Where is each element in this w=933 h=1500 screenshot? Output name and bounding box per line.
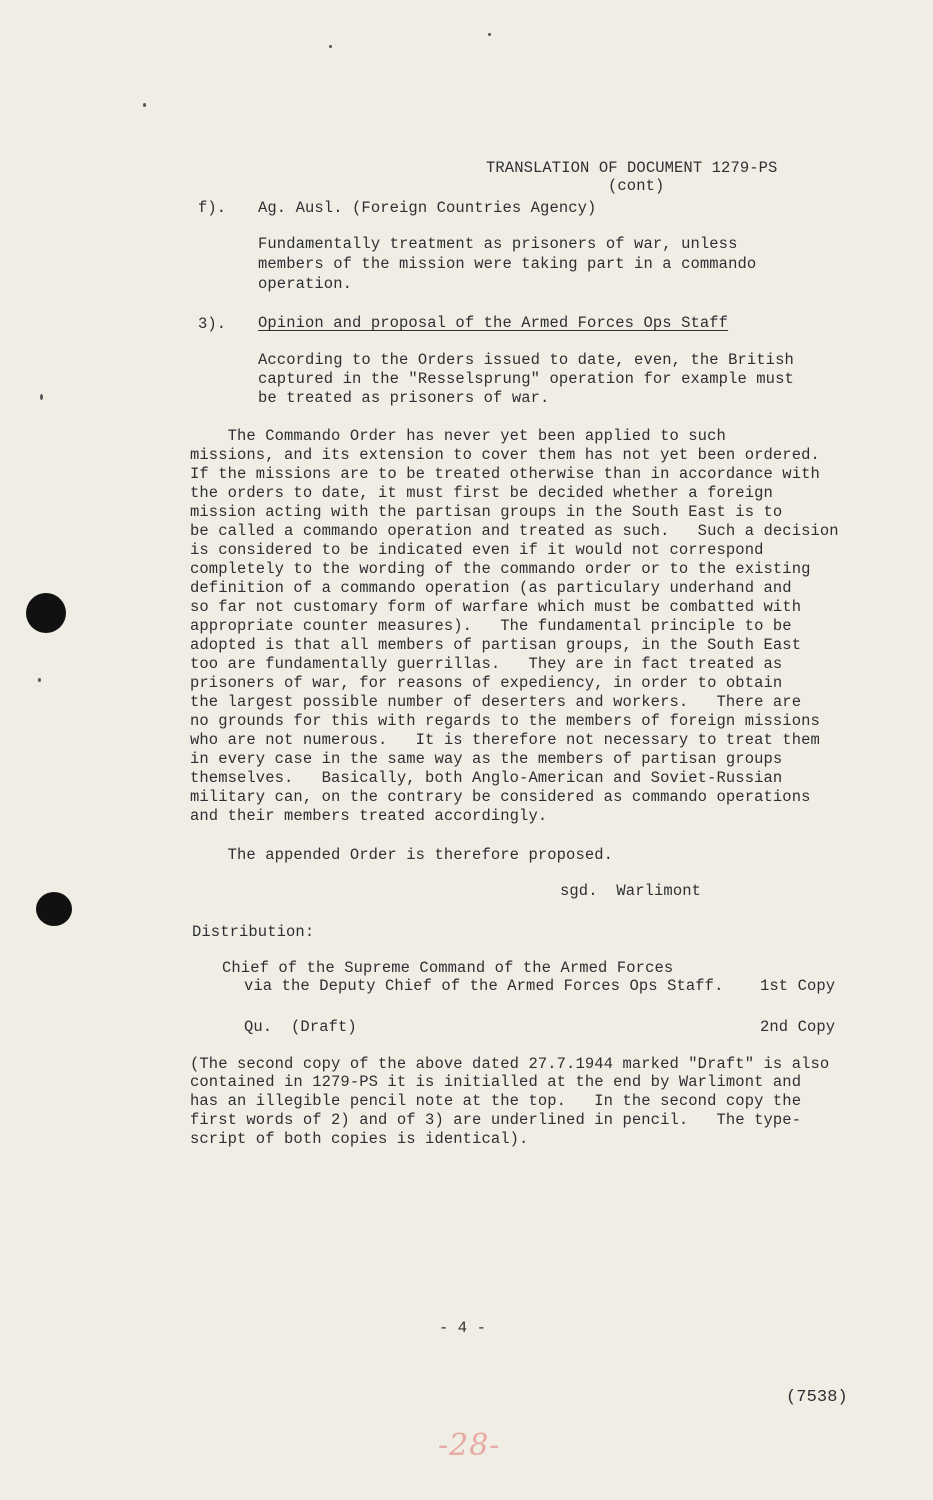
page-number: - 4 - (439, 1319, 487, 1337)
body-line: is considered to be indicated even if it would not correspond (190, 541, 764, 559)
section-3-heading: Opinion and proposal of the Armed Forces Ops Staff (258, 314, 729, 332)
body-line: mission acting with the partisan groups in the South East is to (190, 503, 783, 521)
body-line: missions, and its extension to cover them has not yet been ordered. (190, 446, 820, 464)
body-line: adopted is that all members of partisan groups, in the South East (190, 636, 802, 654)
speck (38, 678, 41, 682)
body-line: appropriate counter measures). The fundamental principle to be (190, 617, 792, 635)
body-line: no grounds for this with regards to the members of foreign missions (190, 712, 820, 730)
speck (488, 33, 491, 36)
distribution-label: Distribution: (192, 923, 315, 941)
punch-hole-bottom (36, 892, 72, 926)
body-line: and their members treated accordingly. (190, 807, 548, 825)
body-line: so far not customary form of warfare which must be combatted with (190, 598, 802, 616)
note-line: script of both copies is identical). (190, 1130, 529, 1148)
distribution-copy: 2nd Copy (760, 1018, 836, 1036)
distribution-line: Chief of the Supreme Command of the Armed Forces (222, 959, 674, 977)
body-line: prisoners of war, for reasons of expediency, in order to obtain (190, 674, 783, 692)
section-f-line: members of the mission were taking part in a commando (258, 255, 757, 273)
note-line: contained in 1279-PS it is initialled at the end by Warlimont and (190, 1073, 802, 1091)
body-line: who are not numerous. It is therefore not necessary to treat them (190, 731, 820, 749)
handwritten-page-number: -28- (438, 1428, 501, 1463)
body-line: the orders to date, it must first be decided whether a foreign (190, 484, 773, 502)
body-line: The Commando Order has never yet been applied to such (190, 427, 726, 445)
distribution-line: via the Deputy Chief of the Armed Forces Ops Staff. (244, 977, 724, 995)
body-line: definition of a commando operation (as particulary underhand and (190, 579, 792, 597)
distribution-copy: 1st Copy (760, 977, 836, 995)
speck (40, 394, 43, 400)
document-title: TRANSLATION OF DOCUMENT 1279-PS (486, 159, 778, 177)
signature: sgd. Warlimont (560, 882, 702, 900)
body-line: be called a commando operation and treated as such. Such a decision (190, 522, 839, 540)
speck (329, 45, 332, 48)
body-line: too are fundamentally guerrillas. They are in fact treated as (190, 655, 783, 673)
distribution-line: Qu. (Draft) (244, 1018, 357, 1036)
note-line: first words of 2) and of 3) are underlined in pencil. The type- (190, 1111, 802, 1129)
body-line: in every case in the same way as the members of partisan groups (190, 750, 783, 768)
section-f-heading: Ag. Ausl. (Foreign Countries Agency) (258, 199, 597, 217)
note-line: (The second copy of the above dated 27.7.1944 marked "Draft" is also (190, 1055, 830, 1073)
body-line: If the missions are to be treated otherwise than in accordance with (190, 465, 820, 483)
section-f-line: Fundamentally treatment as prisoners of war, unless (258, 235, 738, 253)
body-line: completely to the wording of the commando order or to the existing (190, 560, 811, 578)
body-line: themselves. Basically, both Anglo-American and Soviet-Russian (190, 769, 783, 787)
document-title-cont: (cont) (608, 177, 665, 195)
body-line: military can, on the contrary be considered as commando operations (190, 788, 811, 806)
punch-hole-top (26, 593, 66, 633)
section-f-line: operation. (258, 275, 353, 293)
section-3-para1-line: be treated as prisoners of war. (258, 389, 550, 407)
section-3-para1-line: According to the Orders issued to date, even, the British (258, 351, 794, 369)
document-number: (7538) (786, 1388, 848, 1407)
body-line: the largest possible number of deserters and workers. There are (190, 693, 802, 711)
note-line: has an illegible pencil note at the top. In the second copy the (190, 1092, 802, 1110)
speck (143, 103, 146, 107)
section-3-para1-line: captured in the "Resselsprung" operation for example must (258, 370, 794, 388)
section-3-marker: 3). (198, 315, 227, 333)
proposal-line: The appended Order is therefore proposed. (190, 846, 614, 864)
section-f-marker: f). (198, 199, 227, 217)
